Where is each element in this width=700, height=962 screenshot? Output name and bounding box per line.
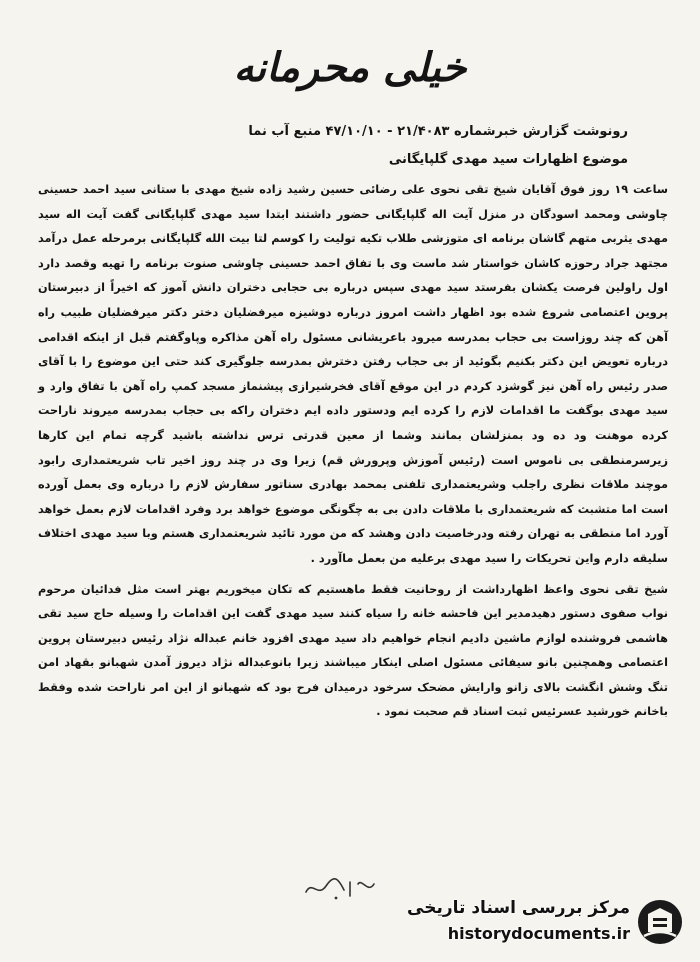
archive-logo-icon — [636, 898, 684, 946]
document-title: خیلی محرمانه — [233, 44, 467, 91]
document-body — [38, 178, 668, 725]
handwritten-signature — [300, 872, 380, 902]
watermark-url: historydocuments.ir — [447, 924, 630, 943]
body-paragraph: ساعت ۱۹ روز فوق آقایان شیخ تقی نحوی علی رضائی حسین رشید زاده شیخ مهدی با ستانی سید احمد حسینی چاوشی ومحمد اسودگان در منزل آیت اله گلپایگانی حضور داشتند ابتدا سید مهدی گلپایگانی گفت آیت اله سید مهدی یثربی متهم گاشان برنامه ای متوزشی طلاب تکیه تولیت را کوسم لتا بیت الله گلپایگانی برمرحله عمل درآمد مجتهد جراد رحوزه کاشان خواستار شد ماست وی با تفاق احمد حسینی چاوشی صنوت برنامه را تهیه وقصد دارد اول راولین فرصت یکشان بفرستد سید مهدی سپس درباره بی حجابی دختران دانش آموز که اخیراً از دبیرستان پروین اعتصامی شروع شده بود اظهار داشت امروز درباره دوشیزه میرفضلیان دختر دکتر میرفضلیان طبیب راه آهن که چند روزاست بی حجاب بمدرسه میرود باعریشانی مسئول راه آهن مذاکره وپاوگفتم قبل از اینکه اقدامی درباره تعویض این دکتر بکنیم بگوئید از بی حجاب رفتن دخترش بمدرسه جلوگیری کند حتی این موضوع را با آقای صدر رئیس راه آهن نیز گوشزد کردم در این موقع آقای فخرشیرازی پیشنماز مسجد کمپ راه آهن با تفاق وارد و سید مهدی بوگفت ما اقدامات لازم را کرده ایم ودستور داده ایم دختران راکه بی حجاب بمدرسه میروند ناراحت کرده موهنت ود ده ود بمنزلشان بمانند وشما از معین قدرتی ترس نداشته باشید گرچه تمام این کارها زیرسرمنطقی بی ناموس است (رئیس آموزش وپرورش قم) زیرا وی در چند روز اخیر تاب شریعتمداری رابود موچند ملاقات نظری راجلب وشریعتمداری تلفنی بمحمد بهادری سناتور سفارش لازم را درباره وی بعمل آورده است اما متشبث که شریعتمداری با ملاقات دادن بی به چگونگی موضوع خواهد برد وفرد اقدامات لازم بعمل خواهد آورد اما منطقی به تهران رفته ودرخاصیت دادن وهشد که من مورد تائید شریعتمداری هستم وبا سید مهدی اختلاف سلیقه دارم واین تحریکات را سید مهدی برعلیه من بعمل ماآورد . — [38, 183, 668, 565]
watermark-org-name: مرکز بررسی اسناد تاریخی — [407, 898, 630, 918]
subject-line: موضوع اظهارات سید مهدی گلپایگانی — [388, 152, 628, 167]
reference-line: رونوشت گزارش خبرشماره ۲۱/۴۰۸۳ - ۴۷/۱۰/۱۰ منبع آب نما — [248, 124, 628, 139]
watermark — [372, 896, 692, 952]
body-paragraph: شیخ تقی نحوی واعظ اظهارداشت از روحانیت فقط ماهستیم که تکان میخوریم بهتر است مثل فدائیان مرحوم نواب صفوی دستور دهیدمدیر این فاحشه خانه را سیاه کنند سید مهدی گفت این اقدامات را وسیله حاج سید تقی هاشمی فروشنده لوازم ماشین دادیم انجام خواهیم داد سید مهدی افزود خانم عبداله نژاد رئیس دبیرستان پروین اعتصامی وهمچنین بانو سیفائی مسئول اصلی اینکار میباشند زیرا بانوعبداله نژاد دیروز آمدن شهبانو بقهاد امن تنگ وشش انگشت بالای زانو وارایش مضحک سرخود درمیدان فرح بود که شهبانو از این امر ناراحت شده وفقط باخانم خورشید عسرئیس ثبت اسناد قم صحبت نمود . — [38, 582, 668, 719]
